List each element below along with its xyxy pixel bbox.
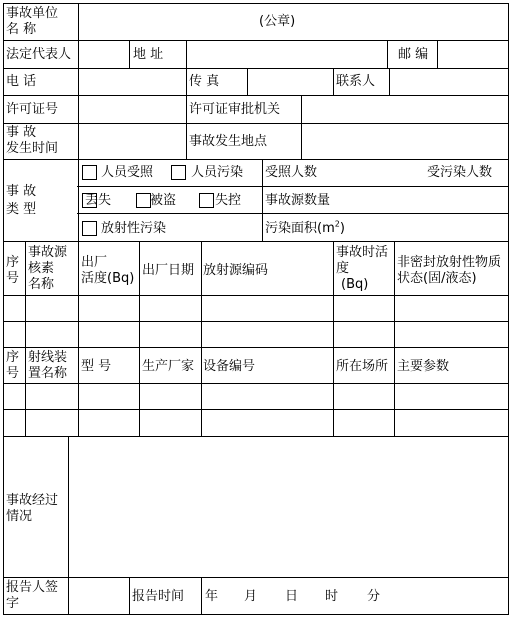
out-of-control-checkbox[interactable]: [199, 193, 214, 208]
accident-type-label-1: 事 故: [6, 184, 37, 199]
factory-activity-header-2: 活度(Bq): [81, 271, 135, 286]
rule-bottom: [3, 614, 509, 615]
address-label: 地 址: [133, 47, 164, 62]
year-label: 年: [205, 589, 219, 604]
stolen-checkbox[interactable]: [136, 193, 151, 208]
rule-dev-row2: [3, 436, 509, 437]
contaminated-checkbox[interactable]: [171, 165, 186, 180]
src-seq-header-1: 序: [6, 255, 20, 270]
exposed-checkbox[interactable]: [82, 165, 97, 180]
report-time-label: 报告时间: [132, 589, 185, 604]
out-of-control-option-label: 失控: [215, 193, 242, 208]
rule-src-4: [201, 241, 202, 347]
unsealed-state-header-1: 非密封放射性物质: [397, 255, 502, 270]
factory-activity-header-1: 出厂: [81, 255, 108, 270]
rule-r3-c: [333, 68, 334, 95]
rule-right: [508, 3, 509, 615]
rule-src-3: [139, 241, 140, 347]
rule-src-2: [78, 241, 79, 347]
rule-dev-1: [25, 347, 26, 436]
rule-r4-a: [186, 95, 187, 123]
accident-time-label-1: 事 故: [6, 125, 37, 140]
license-no-label: 许可证号: [6, 102, 59, 117]
contaminated-option-label: 人员污染: [191, 165, 244, 180]
device-location-header: 所在场所: [336, 359, 389, 374]
unit-name-label-2: 名 称: [6, 22, 37, 37]
fax-label: 传 真: [189, 74, 220, 89]
stolen-option-label: 被盗: [150, 193, 177, 208]
model-header: 型 号: [81, 359, 112, 374]
accident-type-label-2: 类 型: [6, 202, 37, 217]
unit-name-label-1: 事故单位: [6, 6, 59, 21]
rule-foot-2: [129, 577, 130, 614]
rule-r5-b: [301, 123, 302, 159]
postcode-label: 邮 编: [398, 47, 429, 62]
legal-rep-label: 法定代表人: [6, 47, 72, 62]
accident-activity-header-2: 度: [336, 261, 350, 276]
accident-time-label-2: 发生时间: [6, 141, 59, 156]
factory-date-header: 出厂日期: [142, 263, 195, 278]
day-label: 日: [285, 589, 299, 604]
src-seq-header-2: 号: [6, 271, 20, 286]
rule-r2-c: [387, 40, 388, 68]
exposed-count-label: 受照人数: [265, 165, 318, 180]
process-label-1: 事故经过: [6, 493, 59, 508]
accident-report-form: [3, 3, 509, 615]
dev-seq-header-2: 号: [6, 366, 20, 381]
device-name-header-1: 射线装: [28, 350, 68, 365]
rule-dev-4: [201, 347, 202, 436]
phone-label: 电 话: [6, 74, 37, 89]
radioactive-pollution-option-label: 放射性污染: [101, 221, 167, 236]
rule-r4-b: [301, 95, 302, 123]
rule-r2-a: [129, 40, 130, 68]
reporter-signature-label-2: 字: [6, 596, 20, 611]
accident-activity-header-1: 事故时活: [336, 245, 389, 260]
seal-placeholder: (公章): [259, 14, 296, 29]
contact-label: 联系人: [336, 74, 376, 89]
rule-src-1: [25, 241, 26, 347]
reporter-signature-label-1: 报告人签: [6, 580, 59, 595]
rule-src-6: [394, 241, 395, 347]
nuclide-header-3: 名称: [28, 277, 55, 292]
rule-dev-6: [394, 347, 395, 436]
dev-seq-header-1: 序: [6, 350, 20, 365]
rule-label-col: [78, 3, 79, 241]
source-code-header: 放射源编码: [203, 263, 269, 278]
rule-dev-2: [78, 347, 79, 436]
rule-type-a: [77, 186, 509, 187]
rule-foot-1: [68, 577, 69, 614]
hour-label: 时: [325, 589, 339, 604]
rule-r3-b: [247, 68, 248, 95]
rule-r5-a: [186, 123, 187, 159]
rule-dev-3: [139, 347, 140, 436]
main-params-header: 主要参数: [397, 359, 450, 374]
unsealed-state-header-2: 状态(固/液态): [397, 271, 477, 286]
accident-activity-header-3: (Bq): [341, 277, 369, 292]
accident-location-label: 事故发生地点: [189, 134, 268, 149]
device-name-header-2: 置名称: [28, 366, 68, 381]
contamination-area-label: 污染面积$(m^2)$: [265, 219, 345, 236]
rule-left: [3, 3, 4, 615]
rule-src-5: [333, 241, 334, 347]
radioactive-pollution-checkbox[interactable]: [82, 221, 97, 236]
contaminated-count-label: 受污染人数: [427, 165, 493, 180]
nuclide-header-1: 事故源: [28, 245, 68, 260]
month-label: 月: [244, 589, 258, 604]
rule-r2-d: [437, 40, 438, 68]
rule-process-col: [68, 436, 69, 577]
rule-r3-d: [389, 68, 390, 95]
exposed-option-label: 人员受照: [101, 165, 154, 180]
rule-process: [3, 577, 509, 578]
rule-type-b: [77, 213, 509, 214]
nuclide-header-2: 核素: [28, 261, 55, 276]
minute-label: 分: [367, 589, 381, 604]
process-label-2: 情况: [6, 509, 33, 524]
rule-r2-b: [186, 40, 187, 68]
manufacturer-header: 生产厂家: [142, 359, 195, 374]
source-count-label: 事故源数量: [265, 193, 331, 208]
rule-foot-3: [201, 577, 202, 614]
rule-type-mid: [262, 159, 263, 241]
lost-option-label: 丢失: [85, 193, 112, 208]
rule-dev-5: [333, 347, 334, 436]
device-no-header: 设备编号: [203, 359, 256, 374]
rule-r3-a: [186, 68, 187, 95]
license-authority-label: 许可证审批机关: [189, 102, 281, 117]
